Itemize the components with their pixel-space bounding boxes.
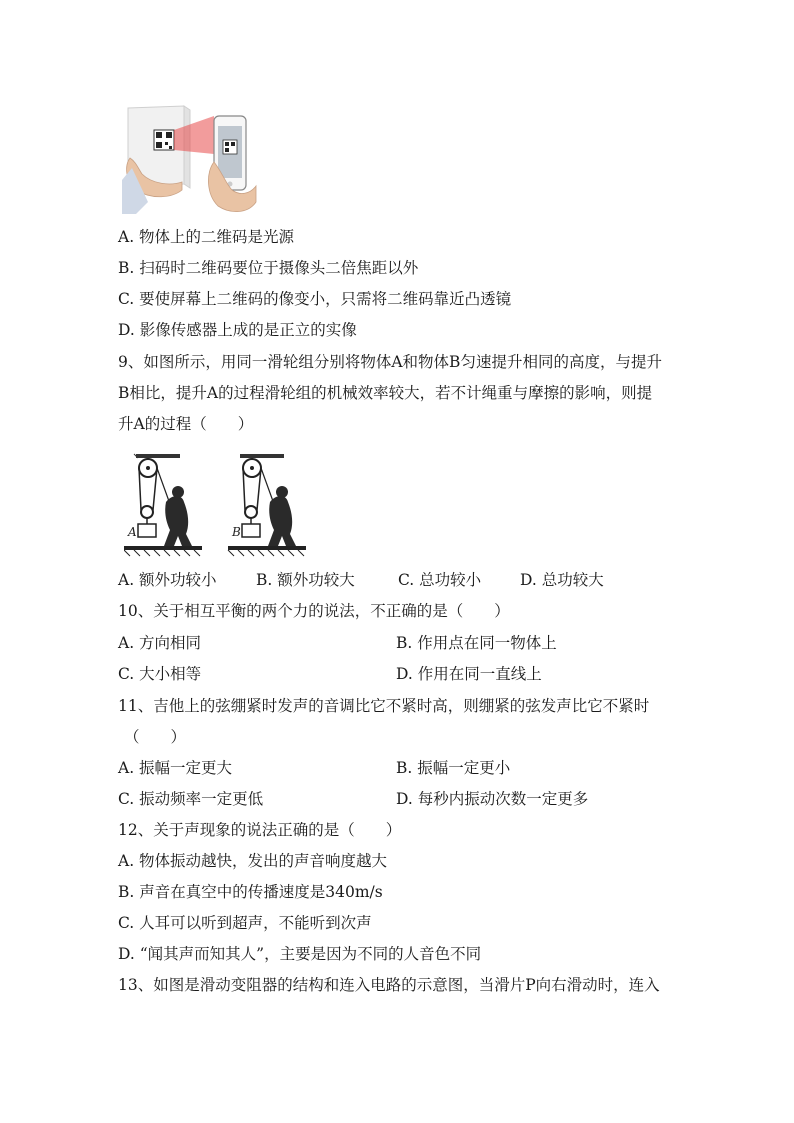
- q8-option-c: C. 要使屏幕上二维码的像变小，只需将二维码靠近凸透镜: [118, 290, 512, 308]
- q11-option-b: B. 振幅一定更小: [396, 759, 511, 777]
- q11-option-d: D. 每秒内振动次数一定更多: [396, 790, 589, 808]
- q9-stem-line-1: 9、如图所示，用同一滑轮组分别将物体A和物体B匀速提升相同的高度，与提升: [118, 353, 662, 371]
- pulley-label-a: A: [128, 525, 137, 539]
- q11-option-a: A. 振幅一定更大: [118, 759, 233, 777]
- q10-option-b: B. 作用点在同一物体上: [396, 634, 557, 652]
- q10-stem: 10、关于相互平衡的两个力的说法，不正确的是（ ）: [118, 602, 510, 620]
- q8-option-a: A. 物体上的二维码是光源: [118, 228, 295, 246]
- pulley-figure: [124, 450, 314, 558]
- q9-option-c: C. 总功较小: [398, 571, 482, 589]
- q11-option-c: C. 振动频率一定更低: [118, 790, 264, 808]
- q12-option-c: C. 人耳可以听到超声，不能听到次声: [118, 914, 372, 932]
- q11-stem-line-2: （ ）: [124, 728, 187, 746]
- pulley-label-b: B: [232, 525, 241, 539]
- q8-option-d: D. 影像传感器上成的是正立的实像: [118, 321, 357, 339]
- q9-option-b: B. 额外功较大: [256, 571, 355, 589]
- q10-option-a: A. 方向相同: [118, 634, 202, 652]
- q13-stem-line-1: 13、如图是滑动变阻器的结构和连入电路的示意图，当滑片P向右滑动时，连入: [118, 976, 660, 994]
- pulley-setup-b: [228, 454, 306, 556]
- q9-option-d: D. 总功较大: [520, 571, 604, 589]
- q8-option-b: B. 扫码时二维码要位于摄像头二倍焦距以外: [118, 259, 419, 277]
- q11-stem-line-1: 11、吉他上的弦绷紧时发声的音调比它不紧时高，则绷紧的弦发声比它不紧时: [118, 697, 650, 715]
- q9-stem-line-2: B相比，提升A的过程滑轮组的机械效率较大，若不计绳重与摩擦的影响，则提: [118, 384, 653, 402]
- q12-option-d: D. “闻其声而知其人”，主要是因为不同的人音色不同: [118, 945, 482, 963]
- pulley-setup-a: [124, 454, 202, 556]
- q9-option-a: A. 额外功较小: [118, 571, 217, 589]
- q10-option-d: D. 作用在同一直线上: [396, 665, 542, 683]
- q10-option-c: C. 大小相等: [118, 665, 202, 683]
- q9-stem-line-3: 升A的过程（ ）: [118, 415, 254, 433]
- q12-option-b: B. 声音在真空中的传播速度是340m/s: [118, 883, 383, 901]
- qr-scan-figure: [122, 102, 272, 214]
- q12-stem: 12、关于声现象的说法正确的是（ ）: [118, 821, 402, 839]
- q12-option-a: A. 物体振动越快，发出的声音响度越大: [118, 852, 388, 870]
